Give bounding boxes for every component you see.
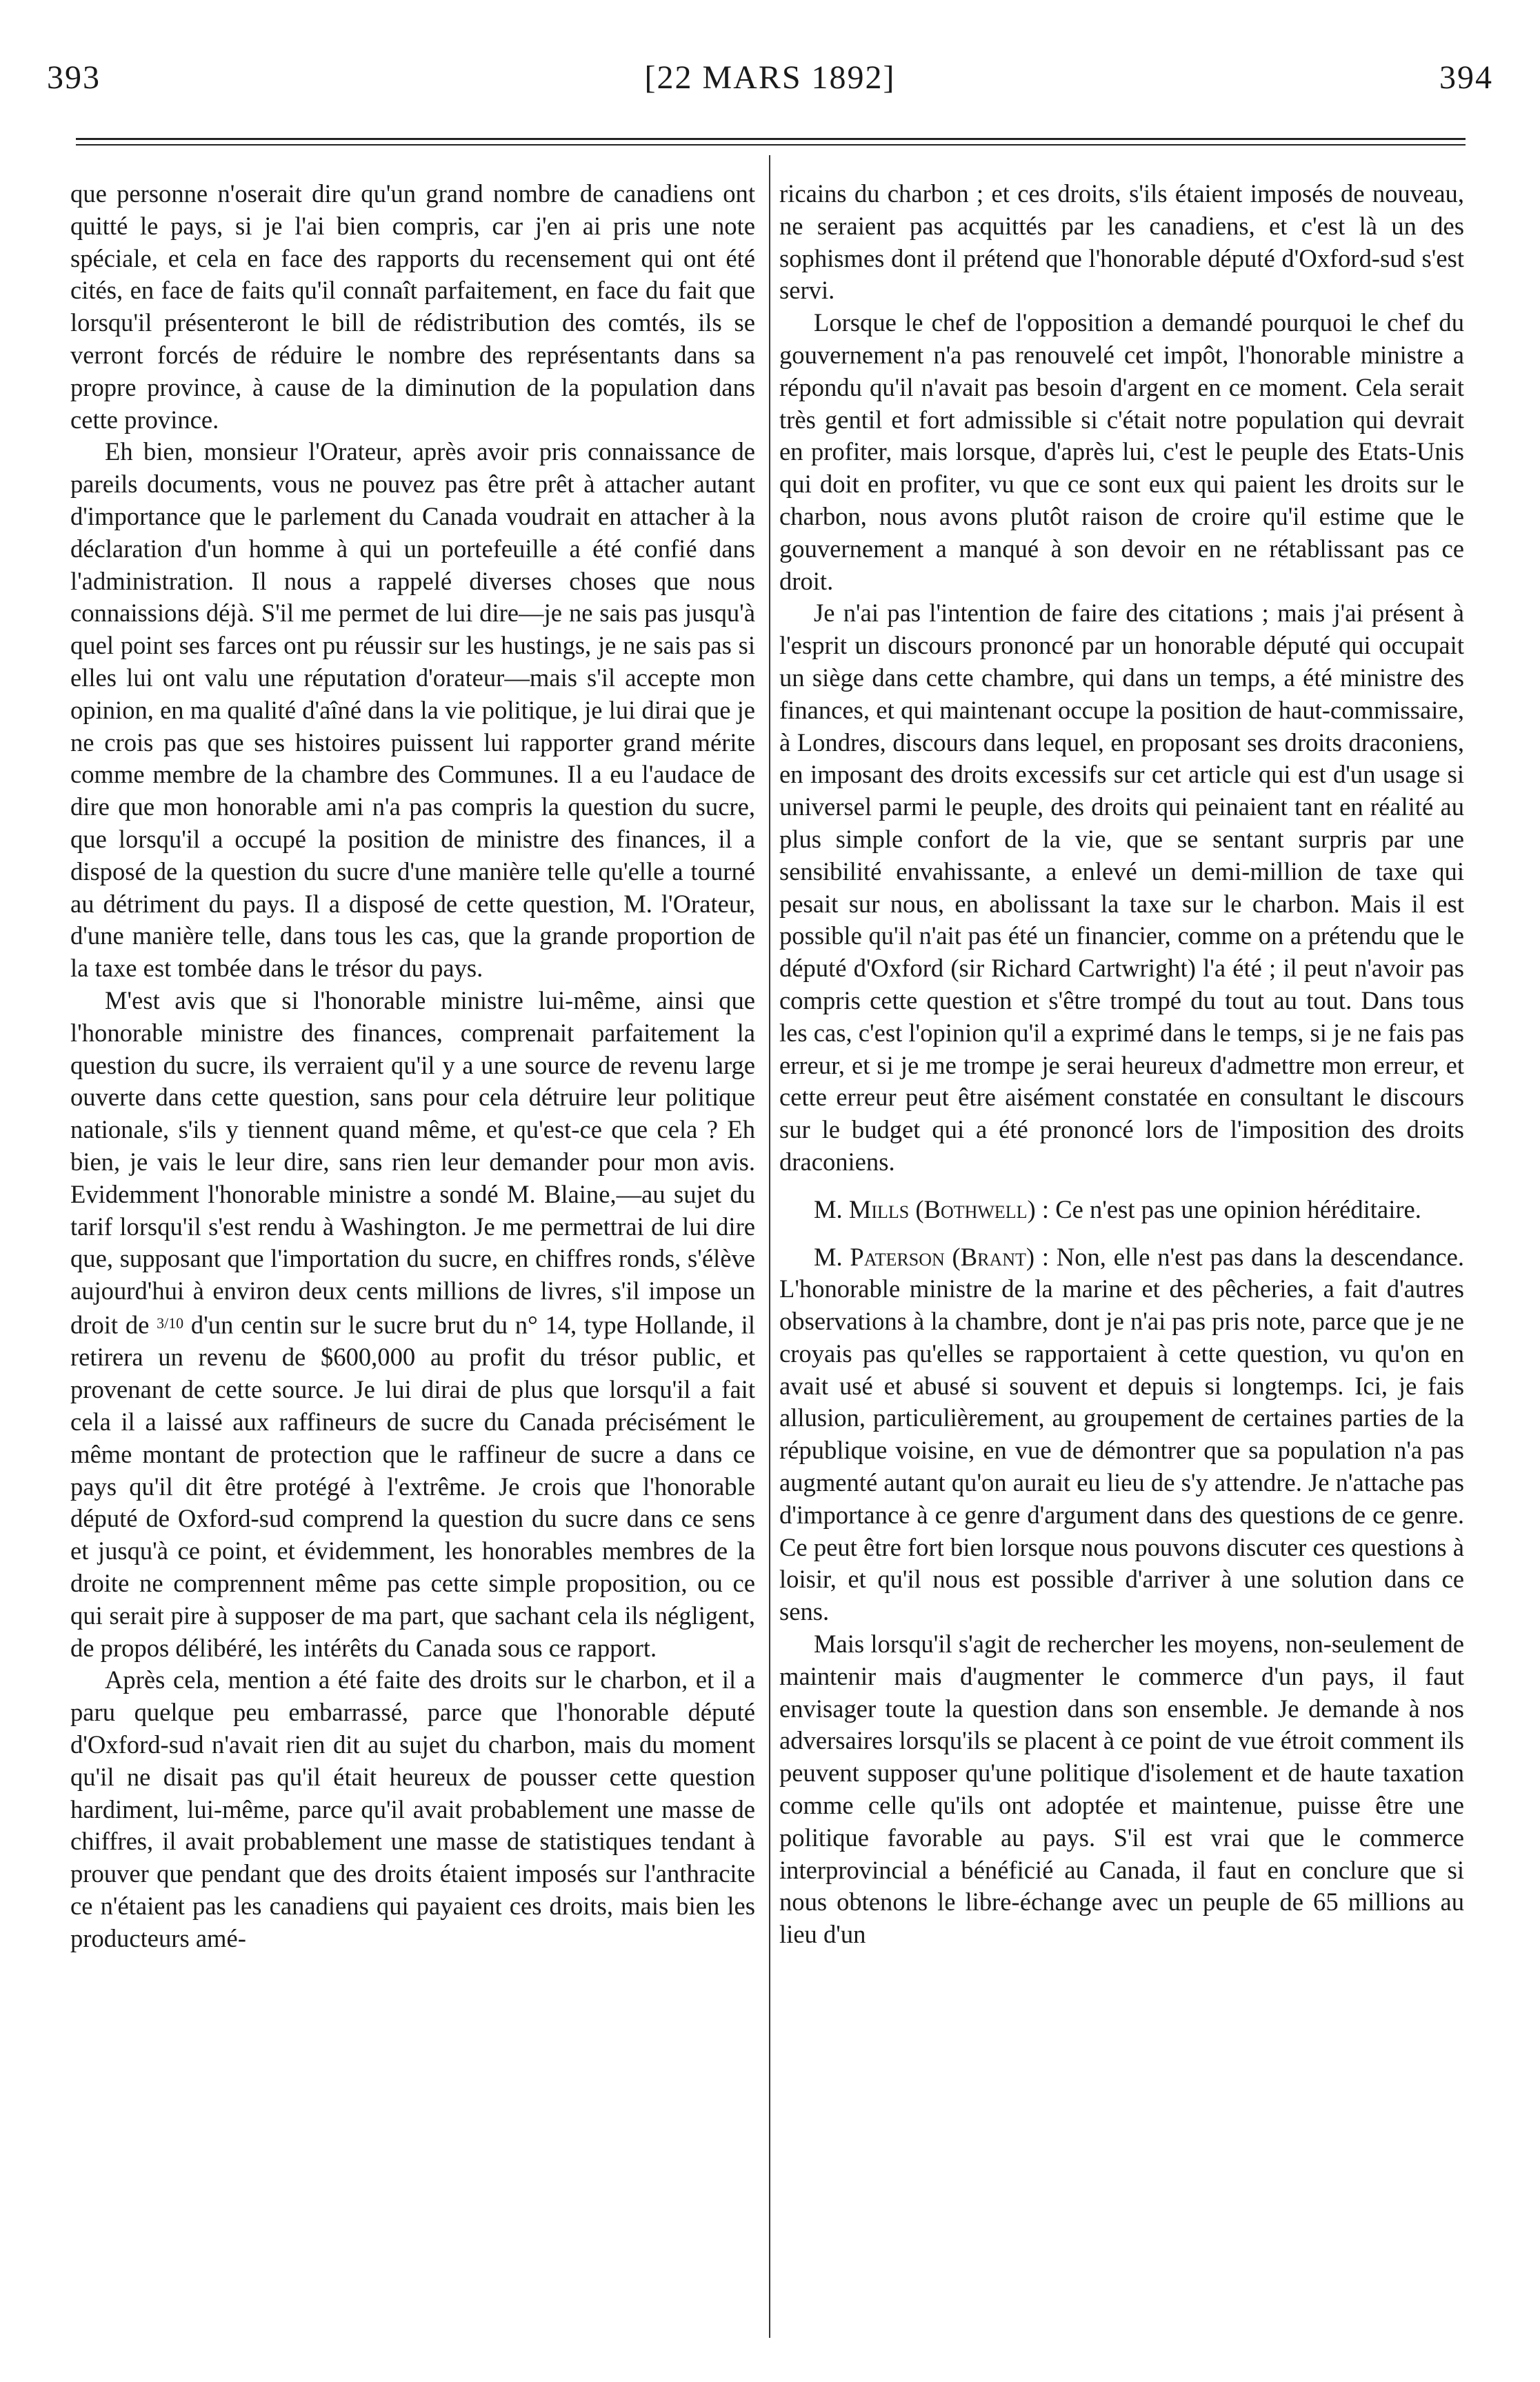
- header-rule-top: [76, 138, 1466, 140]
- paragraph: [70, 985, 755, 1664]
- header-rule-bottom: [76, 144, 1466, 146]
- paragraph: Lorsque le chef de l'opposition a demandé pourquoi le chef du gouvernement n'a pas renouvelé cet impôt, l'honorable ministre a répondu qu'il n'avait pas besoin d'argent en ce moment. Cela serait très gentil et fort admissible si c'était notre population qui devrait en profiter, mais lorsque, d'après lui, c'est le peuple des Etats-Unis qui doit en profiter, vu que ce sont eux qui paient les droits sur le charbon, nous avons plutôt raison de croire qu'il estime que le gouvernement a manqué à son devoir en ne rétablissant pas ce droit.: [779, 308, 1464, 595]
- speaker-name: M. Mills (Bothwell) :: [814, 1194, 1050, 1223]
- paragraph: ricains du charbon ; et ces droits, s'ils étaient imposés de nouveau, ne seraient pas acquittés par les canadiens, et c'est là un des sophismes dont il prétend que l'honorable député d'Oxford-sud s'est servi.: [779, 179, 1464, 305]
- paragraph: que personne n'oserait dire qu'un grand nombre de canadiens ont quitté le pays, si je l'ai bien compris, car j'en ai pris une note spéciale, et cela en face des rapports du recensement qui ont été cités, en face de faits qu'il connaît parfaitement, en face du fait que lorsqu'il présenteront le bill de rédistribution des comtés, ils se verront forcés de réduire le nombre des représentants dans sa propre province, à cause de la diminution de la population dans cette province.: [70, 179, 755, 434]
- speaker-text: Ce n'est pas une opinion héréditaire.: [1049, 1194, 1421, 1223]
- paragraph: Mais lorsqu'il s'agit de rechercher les moyens, non-seulement de maintenir mais d'augmenter le commerce d'un pays, il faut envisager toute la question dans son ensemble. Je demande à nos adversaires lorsqu'ils se placent à ce point de vue étroit comment ils peuvent supposer qu'une politique d'isolement et de haute taxation comme celle qu'ils ont adoptée et maintenue, puisse être une politique favorable au pays. S'il est vrai que le commerce interprovincial a bénéficié au Canada, il faut en conclure que si nous obtenons le libre-échange avec un peuple de 65 millions au lieu d'un: [779, 1630, 1464, 1949]
- speaker-name: M. Paterson (Brant) :: [814, 1242, 1050, 1271]
- page-date: [22 MARS 1892]: [644, 59, 896, 96]
- speaker-paragraph: [779, 1194, 1464, 1226]
- paragraph-text: d'un centin sur le sucre brut du n° 14, type Hollande, il retirera un revenu de $600,000 au profit du trésor public, et provenant de cette source. Je lui dirai de plus que lorsqu'il a fait cela il a laissé aux raffineurs de sucre du Canada précisément le même montant de protection que le raffineur de sucre a dans ce pays qu'il dit être protégé à l'extrême. Je crois que l'honorable député de Oxford-sud comprend la question du sucre dans ce sens et jusqu'à ce point, et évidemment, les honorables membres de la droite ne comprennent même pas cette simple proposition, ou ce qui serait pire à supposer de ma part, que sachant cela ils négligent, de propos délibéré, les intérêts du Canada sous ce rapport.: [70, 1310, 755, 1662]
- paragraph: Après cela, mention a été faite des droits sur le charbon, et il a paru quelque peu embarrassé, parce que l'honorable député d'Oxford-sud n'avait rien dit au sujet du charbon, mais du moment qu'il ne disait pas qu'il était heureux de pousser cette question hardiment, lui-même, parce qu'il avait probablement une masse de chiffres, il avait probablement une masse de statistiques tendant à prouver que pendant que des droits étaient imposés sur l'anthracite ce n'étaient pas les canadiens qui payaient ces droits, mais bien les producteurs amé-: [70, 1665, 755, 1952]
- paragraph: Je n'ai pas l'intention de faire des citations ; mais j'ai présent à l'esprit un discours prononcé par un honorable député qui occupait un siège dans cette chambre, qui dans un temps, a été ministre des finances, et qui maintenant occupe la position de haut-commissaire, à Londres, discours dans lequel, en proposant ses droits draconiens, en imposant des droits excessifs sur cet article qui est d'un usage si universel parmi le peuple, des droits qui peinaient tant en réalité au plus simple confort de la vie, que se sentant surpris par une sensibilité envahissante, a enlevé un demi-million de taxe qui pesait sur nous, en abolissant la taxe sur le charbon. Mais il est possible qu'il n'ait pas été un financier, comme on a prétendu que le député d'Oxford (sir Richard Cartwright) l'a été ; il peut n'avoir pas compris cette question et s'être trompé du tout au tout. Dans tous les cas, c'est l'opinion qu'il a exprimé dans le temps, si je ne fais pas erreur, et si je me trompe je serai heureux d'admettre mon erreur, et cette erreur peut être aisément constatée en consultant le discours sur le budget qui a été prononcé lors de l'imposition des droits draconiens.: [779, 599, 1464, 1176]
- page-number-right: 394: [1439, 59, 1493, 96]
- speaker-text: Non, elle n'est pas dans la descendance. L'honorable ministre de la marine et des pêcheries, a fait d'autres observations à la chambre, dont je n'ai pas pris note, parce que je ne croyais pas qu'elles se rapportaient à cette question, vu qu'on en avait usé et abusé si souvent et depuis si longtemps. Ici, je fais allusion, particulièrement, au groupement de certaines parties de la république voisine, en vue de démontrer que sa population n'a pas augmenté autant qu'on aurait eu lieu de s'y attendre. Je n'attache pas d'importance à ce genre d'argument dans des questions de ce genre. Ce peut être fort bien lorsque nous pouvons discuter ces questions à loisir, et qu'il nous est possible d'arriver à une solution dans ce sens.: [779, 1242, 1465, 1626]
- paragraph-text: M'est avis que si l'honorable ministre lui-même, ainsi que l'honorable ministre des finances, comprenait parfaitement la question du sucre, ils verraient qu'il y a une source de revenu large ouverte dans cette question, sans pour cela détruire leur politique nationale, s'ils y tiennent quand même, et qu'est-ce que cela ? Eh bien, je vais le leur dire, sans rien leur demander pour mon avis. Evidemment l'honorable ministre a sondé M. Blaine,—au sujet du tarif lorsqu'il s'est rendu à Washington. Je me permettrai de lui dire que, supposant que l'importation du sucre, en chiffres ronds, s'élève aujourd'hui à environ deux cents millions de livres, s'il impose un droit de: [70, 985, 755, 1339]
- speaker-paragraph: [779, 1241, 1464, 1629]
- right-column: [779, 178, 1464, 1951]
- fraction: 3/10: [157, 1314, 184, 1332]
- paragraph: Eh bien, monsieur l'Orateur, après avoir pris connaissance de pareils documents, vous ne pouvez pas être prêt à attacher autant d'importance que le parlement du Canada voudrait en attacher à la déclaration d'un homme à qui un portefeuille a été confié dans l'administration. Il nous a rappelé diverses choses que nous connaissions déjà. S'il me permet de lui dire—je ne sais pas jusqu'à quel point ses farces ont pu réussir sur les hustings, je ne sais pas si elles lui ont valu une réputation d'orateur—mais s'il accepte mon opinion, en ma qualité d'aîné dans la vie politique, je lui dirai que je ne crois pas que ses histoires puissent lui rapporter grand mérite comme membre de la chambre des Communes. Il a eu l'audace de dire que mon honorable ami n'a pas compris la question du sucre, que lorsqu'il a occupé la position de ministre des finances, il a disposé de la question du sucre d'une manière telle qu'elle a tourné au détriment du pays. Il a disposé de cette question, M. l'Orateur, d'une manière telle, dans tous les cas, que la grande proportion de la taxe est tombée dans le trésor du pays.: [70, 437, 755, 983]
- page-number-left: 393: [47, 59, 101, 96]
- column-separator: [769, 155, 770, 2338]
- left-column: [70, 178, 755, 1955]
